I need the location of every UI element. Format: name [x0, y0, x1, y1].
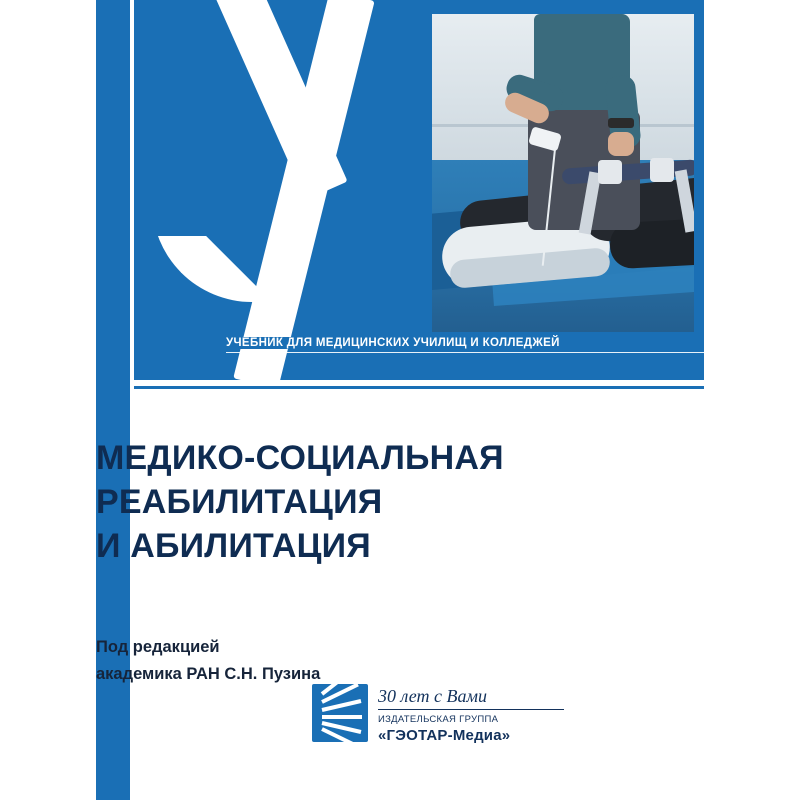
- title-line-2: РЕАБИЛИТАЦИЯ: [96, 483, 383, 521]
- sunburst-icon: [312, 684, 368, 742]
- rehabilitation-therapy-photo: [432, 14, 694, 332]
- publisher-logo: [312, 684, 582, 754]
- monogram-hook-mask: [152, 176, 264, 236]
- editor-credit: [96, 634, 516, 688]
- photo-wristwatch: [608, 118, 634, 128]
- page-title: [96, 436, 566, 568]
- series-label: УЧЕБНИК ДЛЯ МЕДИЦИНСКИХ УЧИЛИЩ И КОЛЛЕДЖЕЙ: [226, 337, 568, 349]
- publisher-name: «ГЭОТАР-Медиа»: [378, 727, 511, 744]
- monogram-u-icon: [134, 0, 414, 380]
- publisher-text: [378, 686, 578, 744]
- photo-device-clamp-right: [650, 158, 674, 182]
- series-rule: [226, 352, 704, 353]
- sunburst-ray: [322, 715, 362, 719]
- header-bottom-rule: [134, 386, 704, 389]
- publisher-anniversary: 30 лет с Вами: [378, 686, 488, 706]
- title-line-1: МЕДИКО-СОЦИАЛЬНАЯ: [96, 439, 504, 477]
- title-line-3: И АБИЛИТАЦИЯ: [96, 527, 371, 565]
- photo-device-clamp-left: [598, 160, 622, 184]
- publisher-group-label: ИЗДАТЕЛЬСКАЯ ГРУППА: [378, 714, 499, 725]
- photo-therapist-hand: [608, 132, 634, 156]
- publisher-rule: [378, 709, 564, 710]
- header-panel: [134, 0, 704, 380]
- editor-line-2: академика РАН С.Н. Пузина: [96, 665, 321, 683]
- editor-line-1: Под редакцией: [96, 638, 220, 656]
